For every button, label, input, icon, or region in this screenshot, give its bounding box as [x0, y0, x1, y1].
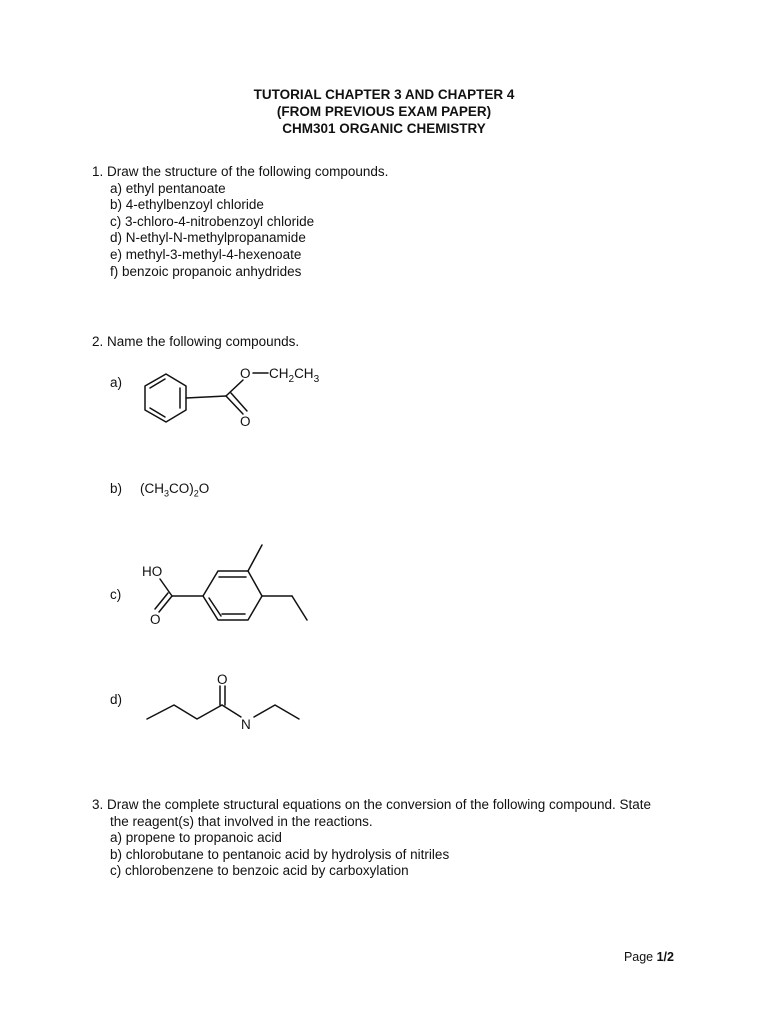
carbonyl-oxygen-symbol: O	[240, 414, 251, 429]
page-number: Page 1/2	[623, 950, 674, 964]
question-1-item-c: c) 3-chloro-4-nitrobenzoyl chloride	[110, 214, 315, 229]
question-3-prompt: 3. Draw the complete structural equations on the conversion of the following compound. State	[92, 797, 652, 812]
acetic-anhydride-formula: $(CH_3CO)_2O$	[140, 481, 210, 499]
amide-carbonyl-oxygen: O	[217, 672, 228, 687]
question-3-item-a: a) propene to propanoic acid	[110, 830, 282, 845]
butyl-chain	[147, 705, 222, 719]
question-1-item-a: a) ethyl pentanoate	[110, 181, 226, 196]
question-2b-label: b)	[110, 481, 123, 496]
ethyl-group-text: $CH_2CH_3$	[269, 366, 320, 385]
document-title-line2: (FROM PREVIOUS EXAM PAPER)	[276, 104, 492, 119]
question-1-prompt: 1. Draw the structure of the following compounds.	[92, 164, 389, 179]
question-1-item-d: d) N-ethyl-N-methylpropanamide	[110, 230, 306, 245]
carbonyl-to-n-bond	[222, 705, 241, 717]
acid-carbonyl-oxygen: O	[150, 612, 161, 627]
document-title-line1: TUTORIAL CHAPTER 3 AND CHAPTER 4	[253, 87, 515, 102]
amide-nitrogen-symbol: N	[241, 717, 251, 732]
document-title-line3: CHM301 ORGANIC CHEMISTRY	[282, 121, 486, 136]
question-3-prompt-continued: the reagent(s) that involved in the reactions.	[110, 814, 373, 829]
hydroxyl-text: HO	[142, 564, 163, 579]
question-2d-label: d)	[110, 692, 123, 707]
question-2a-label: a)	[110, 375, 123, 390]
question-1-item-b: b) 4-ethylbenzoyl chloride	[110, 197, 264, 212]
ester-oxygen-symbol: O	[240, 366, 251, 381]
question-2c-label: c)	[110, 587, 122, 602]
question-3-item-c: c) chlorobenzene to benzoic acid by carboxylation	[110, 863, 409, 878]
question-1-item-e: e) methyl-3-methyl-4-hexenoate	[110, 247, 302, 262]
n-ethyl-chain	[254, 705, 299, 719]
question-1-item-f: f) benzoic propanoic anhydrides	[110, 264, 302, 279]
question-2-prompt: 2. Name the following compounds.	[92, 334, 300, 349]
question-3-item-b: b) chlorobutane to pentanoic acid by hydrolysis of nitriles	[110, 847, 450, 862]
